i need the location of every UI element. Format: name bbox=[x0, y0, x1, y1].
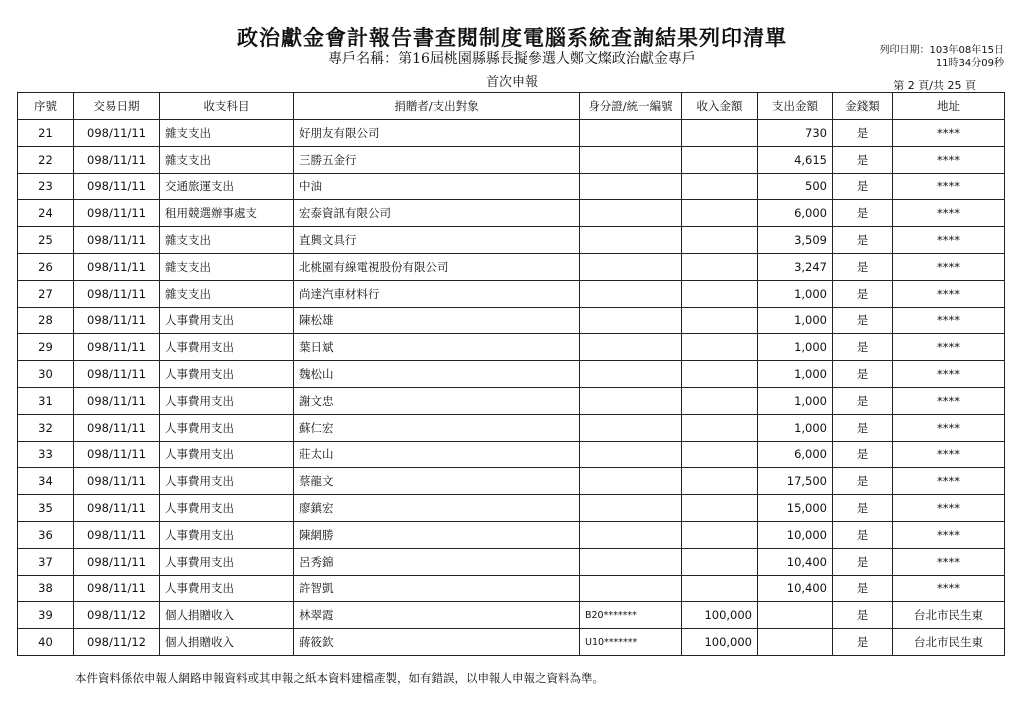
cell-id: U10******* bbox=[580, 629, 682, 656]
cell-serial: 29 bbox=[18, 334, 74, 361]
cell-serial: 26 bbox=[18, 253, 74, 280]
cell-address: **** bbox=[893, 253, 1005, 280]
cell-subject: 人事費用支出 bbox=[160, 334, 294, 361]
page-indicator: 第 2 頁/共 25 頁 bbox=[893, 79, 976, 92]
cell-party: 北桃園有線電視股份有限公司 bbox=[294, 253, 580, 280]
cell-date: 098/11/11 bbox=[74, 200, 160, 227]
cell-subject: 人事費用支出 bbox=[160, 307, 294, 334]
table-row bbox=[18, 280, 1005, 307]
cell-address: **** bbox=[893, 146, 1005, 173]
cell-subject: 人事費用支出 bbox=[160, 575, 294, 602]
table-row bbox=[18, 227, 1005, 254]
cell-expense: 6,000 bbox=[758, 200, 833, 227]
cell-id bbox=[580, 146, 682, 173]
cell-expense: 1,000 bbox=[758, 387, 833, 414]
cell-serial: 25 bbox=[18, 227, 74, 254]
cell-cash: 是 bbox=[833, 414, 893, 441]
cell-date: 098/11/11 bbox=[74, 414, 160, 441]
cell-subject: 人事費用支出 bbox=[160, 441, 294, 468]
cell-serial: 34 bbox=[18, 468, 74, 495]
cell-party: 直興文具行 bbox=[294, 227, 580, 254]
cell-date: 098/11/11 bbox=[74, 548, 160, 575]
cell-expense: 1,000 bbox=[758, 280, 833, 307]
column-header: 序號 bbox=[18, 93, 74, 120]
cell-id bbox=[580, 441, 682, 468]
cell-expense: 3,247 bbox=[758, 253, 833, 280]
cell-party: 蔡龍文 bbox=[294, 468, 580, 495]
cell-date: 098/11/11 bbox=[74, 575, 160, 602]
cell-income bbox=[682, 200, 758, 227]
cell-serial: 37 bbox=[18, 548, 74, 575]
cell-id bbox=[580, 521, 682, 548]
cell-expense: 10,000 bbox=[758, 521, 833, 548]
cell-expense: 10,400 bbox=[758, 548, 833, 575]
cell-expense: 3,509 bbox=[758, 227, 833, 254]
cell-id bbox=[580, 414, 682, 441]
cell-income bbox=[682, 227, 758, 254]
cell-party: 呂秀錦 bbox=[294, 548, 580, 575]
cell-cash: 是 bbox=[833, 387, 893, 414]
table-row bbox=[18, 548, 1005, 575]
cell-expense: 1,000 bbox=[758, 414, 833, 441]
cell-party: 尚達汽車材料行 bbox=[294, 280, 580, 307]
cell-date: 098/11/11 bbox=[74, 387, 160, 414]
cell-party: 謝文忠 bbox=[294, 387, 580, 414]
cell-serial: 31 bbox=[18, 387, 74, 414]
cell-id bbox=[580, 200, 682, 227]
table-row bbox=[18, 414, 1005, 441]
cell-cash: 是 bbox=[833, 227, 893, 254]
cell-id bbox=[580, 173, 682, 200]
account-name: 第16屆桃園縣縣長擬參選人鄭文燦政治獻金專戶 bbox=[398, 51, 696, 67]
cell-address: **** bbox=[893, 227, 1005, 254]
column-header: 交易日期 bbox=[74, 93, 160, 120]
cell-subject: 人事費用支出 bbox=[160, 521, 294, 548]
cell-cash: 是 bbox=[833, 280, 893, 307]
cell-id bbox=[580, 361, 682, 388]
cell-serial: 38 bbox=[18, 575, 74, 602]
cell-income bbox=[682, 361, 758, 388]
cell-serial: 40 bbox=[18, 629, 74, 656]
cell-address: **** bbox=[893, 307, 1005, 334]
cell-serial: 35 bbox=[18, 495, 74, 522]
column-header: 支出金額 bbox=[758, 93, 833, 120]
column-header: 收支科目 bbox=[160, 93, 294, 120]
print-time: 11時34分09秒 bbox=[935, 58, 1004, 69]
cell-date: 098/11/11 bbox=[74, 495, 160, 522]
cell-income bbox=[682, 575, 758, 602]
cell-address: **** bbox=[893, 548, 1005, 575]
cell-income bbox=[682, 441, 758, 468]
cell-cash: 是 bbox=[833, 602, 893, 629]
cell-cash: 是 bbox=[833, 548, 893, 575]
cell-serial: 30 bbox=[18, 361, 74, 388]
cell-party: 葉日斌 bbox=[294, 334, 580, 361]
cell-cash: 是 bbox=[833, 200, 893, 227]
table-row bbox=[18, 200, 1005, 227]
cell-id bbox=[580, 280, 682, 307]
cell-subject: 人事費用支出 bbox=[160, 414, 294, 441]
cell-income bbox=[682, 120, 758, 147]
cell-income bbox=[682, 521, 758, 548]
cell-party: 蘇仁宏 bbox=[294, 414, 580, 441]
cell-income bbox=[682, 468, 758, 495]
cell-subject: 人事費用支出 bbox=[160, 495, 294, 522]
cell-serial: 28 bbox=[18, 307, 74, 334]
cell-id bbox=[580, 334, 682, 361]
table-row bbox=[18, 361, 1005, 388]
cell-party: 陳網勝 bbox=[294, 521, 580, 548]
cell-date: 098/11/11 bbox=[74, 441, 160, 468]
cell-cash: 是 bbox=[833, 120, 893, 147]
cell-id bbox=[580, 548, 682, 575]
cell-expense: 1,000 bbox=[758, 307, 833, 334]
cell-party: 三勝五金行 bbox=[294, 146, 580, 173]
cell-expense: 17,500 bbox=[758, 468, 833, 495]
table-header bbox=[18, 93, 1005, 120]
cell-address: **** bbox=[893, 575, 1005, 602]
cell-serial: 33 bbox=[18, 441, 74, 468]
cell-address: **** bbox=[893, 387, 1005, 414]
cell-serial: 24 bbox=[18, 200, 74, 227]
cell-cash: 是 bbox=[833, 307, 893, 334]
cell-address: **** bbox=[893, 495, 1005, 522]
cell-date: 098/11/11 bbox=[74, 146, 160, 173]
cell-cash: 是 bbox=[833, 495, 893, 522]
cell-id bbox=[580, 253, 682, 280]
cell-serial: 32 bbox=[18, 414, 74, 441]
print-date: 103年08年15日 bbox=[929, 45, 1004, 56]
cell-id bbox=[580, 575, 682, 602]
cell-id bbox=[580, 387, 682, 414]
cell-party: 好朋友有限公司 bbox=[294, 120, 580, 147]
column-header: 捐贈者/支出對象 bbox=[294, 93, 580, 120]
cell-id bbox=[580, 120, 682, 147]
cell-address: **** bbox=[893, 200, 1005, 227]
transactions-table bbox=[17, 92, 1005, 656]
cell-cash: 是 bbox=[833, 361, 893, 388]
account-name-line bbox=[0, 48, 1024, 68]
cell-subject: 交通旅運支出 bbox=[160, 173, 294, 200]
column-header: 收入金額 bbox=[682, 93, 758, 120]
cell-date: 098/11/11 bbox=[74, 334, 160, 361]
cell-date: 098/11/11 bbox=[74, 253, 160, 280]
print-date-label: 列印日期： bbox=[879, 45, 930, 56]
report-title: 政治獻金會計報告書查閱制度電腦系統查詢結果列印清單 bbox=[237, 25, 787, 50]
cell-address: **** bbox=[893, 120, 1005, 147]
table-row bbox=[18, 307, 1005, 334]
cell-subject: 人事費用支出 bbox=[160, 387, 294, 414]
cell-subject: 雜支支出 bbox=[160, 227, 294, 254]
cell-expense: 15,000 bbox=[758, 495, 833, 522]
table-row bbox=[18, 441, 1005, 468]
cell-address: 台北市民生東 bbox=[893, 602, 1005, 629]
cell-subject: 雜支支出 bbox=[160, 120, 294, 147]
cell-date: 098/11/11 bbox=[74, 173, 160, 200]
cell-party: 廖鎮宏 bbox=[294, 495, 580, 522]
cell-cash: 是 bbox=[833, 334, 893, 361]
cell-income: 100,000 bbox=[682, 629, 758, 656]
cell-date: 098/11/11 bbox=[74, 280, 160, 307]
table-row bbox=[18, 521, 1005, 548]
column-header: 金錢類 bbox=[833, 93, 893, 120]
cell-id bbox=[580, 307, 682, 334]
cell-income bbox=[682, 495, 758, 522]
cell-party: 宏泰資訊有限公司 bbox=[294, 200, 580, 227]
cell-serial: 22 bbox=[18, 146, 74, 173]
cell-expense: 10,400 bbox=[758, 575, 833, 602]
cell-cash: 是 bbox=[833, 521, 893, 548]
cell-cash: 是 bbox=[833, 253, 893, 280]
cell-income bbox=[682, 307, 758, 334]
cell-date: 098/11/11 bbox=[74, 307, 160, 334]
cell-address: **** bbox=[893, 280, 1005, 307]
cell-id bbox=[580, 468, 682, 495]
cell-address: **** bbox=[893, 173, 1005, 200]
cell-party: 許智凱 bbox=[294, 575, 580, 602]
cell-income bbox=[682, 253, 758, 280]
cell-date: 098/11/11 bbox=[74, 227, 160, 254]
cell-cash: 是 bbox=[833, 575, 893, 602]
cell-serial: 23 bbox=[18, 173, 74, 200]
cell-serial: 21 bbox=[18, 120, 74, 147]
table-row bbox=[18, 602, 1005, 629]
cell-income bbox=[682, 334, 758, 361]
cell-date: 098/11/11 bbox=[74, 468, 160, 495]
cell-date: 098/11/11 bbox=[74, 361, 160, 388]
table-body bbox=[18, 120, 1005, 656]
cell-id: B20******* bbox=[580, 602, 682, 629]
cell-address: **** bbox=[893, 334, 1005, 361]
cell-date: 098/11/11 bbox=[74, 120, 160, 147]
cell-subject: 個人捐贈收入 bbox=[160, 602, 294, 629]
cell-address: **** bbox=[893, 441, 1005, 468]
table-row bbox=[18, 495, 1005, 522]
cell-party: 魏松山 bbox=[294, 361, 580, 388]
column-header: 地址 bbox=[893, 93, 1005, 120]
cell-cash: 是 bbox=[833, 173, 893, 200]
cell-address: **** bbox=[893, 468, 1005, 495]
cell-subject: 雜支支出 bbox=[160, 253, 294, 280]
table-row bbox=[18, 253, 1005, 280]
cell-expense: 4,615 bbox=[758, 146, 833, 173]
table-row bbox=[18, 468, 1005, 495]
cell-party: 中油 bbox=[294, 173, 580, 200]
cell-expense: 500 bbox=[758, 173, 833, 200]
cell-serial: 27 bbox=[18, 280, 74, 307]
cell-income bbox=[682, 414, 758, 441]
cell-expense bbox=[758, 602, 833, 629]
cell-party: 陳松雄 bbox=[294, 307, 580, 334]
column-header: 身分證/統一編號 bbox=[580, 93, 682, 120]
cell-subject: 人事費用支出 bbox=[160, 361, 294, 388]
cell-expense: 1,000 bbox=[758, 334, 833, 361]
cell-serial: 39 bbox=[18, 602, 74, 629]
table-row bbox=[18, 173, 1005, 200]
print-date-block bbox=[879, 44, 1004, 70]
cell-address: **** bbox=[893, 361, 1005, 388]
cell-subject: 人事費用支出 bbox=[160, 468, 294, 495]
cell-income bbox=[682, 173, 758, 200]
table-row bbox=[18, 334, 1005, 361]
cell-party: 莊太山 bbox=[294, 441, 580, 468]
cell-subject: 個人捐贈收入 bbox=[160, 629, 294, 656]
cell-income bbox=[682, 548, 758, 575]
cell-date: 098/11/12 bbox=[74, 629, 160, 656]
cell-serial: 36 bbox=[18, 521, 74, 548]
cell-address: **** bbox=[893, 414, 1005, 441]
cell-party: 林翠霞 bbox=[294, 602, 580, 629]
table-row bbox=[18, 120, 1005, 147]
cell-subject: 雜支支出 bbox=[160, 280, 294, 307]
cell-income bbox=[682, 280, 758, 307]
cell-expense: 6,000 bbox=[758, 441, 833, 468]
account-name-label: 專戶名稱： bbox=[328, 51, 399, 67]
cell-subject: 人事費用支出 bbox=[160, 548, 294, 575]
table-row bbox=[18, 146, 1005, 173]
cell-expense bbox=[758, 629, 833, 656]
cell-id bbox=[580, 227, 682, 254]
cell-expense: 730 bbox=[758, 120, 833, 147]
cell-income bbox=[682, 387, 758, 414]
cell-expense: 1,000 bbox=[758, 361, 833, 388]
cell-party: 蔣筱欽 bbox=[294, 629, 580, 656]
cell-income bbox=[682, 146, 758, 173]
cell-subject: 租用競選辦事處支 bbox=[160, 200, 294, 227]
table-row bbox=[18, 629, 1005, 656]
cell-cash: 是 bbox=[833, 441, 893, 468]
cell-cash: 是 bbox=[833, 629, 893, 656]
cell-date: 098/11/11 bbox=[74, 521, 160, 548]
cell-id bbox=[580, 495, 682, 522]
cell-income: 100,000 bbox=[682, 602, 758, 629]
cell-cash: 是 bbox=[833, 468, 893, 495]
cell-cash: 是 bbox=[833, 146, 893, 173]
cell-date: 098/11/12 bbox=[74, 602, 160, 629]
cell-address: 台北市民生東 bbox=[893, 629, 1005, 656]
table-row bbox=[18, 387, 1005, 414]
cell-address: **** bbox=[893, 521, 1005, 548]
footer-note: 本件資料係依申報人網路申報資料或其申報之紙本資料建檔產製，如有錯誤，以申報人申報之資料為準。 bbox=[75, 671, 604, 685]
cell-subject: 雜支支出 bbox=[160, 146, 294, 173]
report-type: 首次申報 bbox=[485, 75, 538, 90]
table-row bbox=[18, 575, 1005, 602]
